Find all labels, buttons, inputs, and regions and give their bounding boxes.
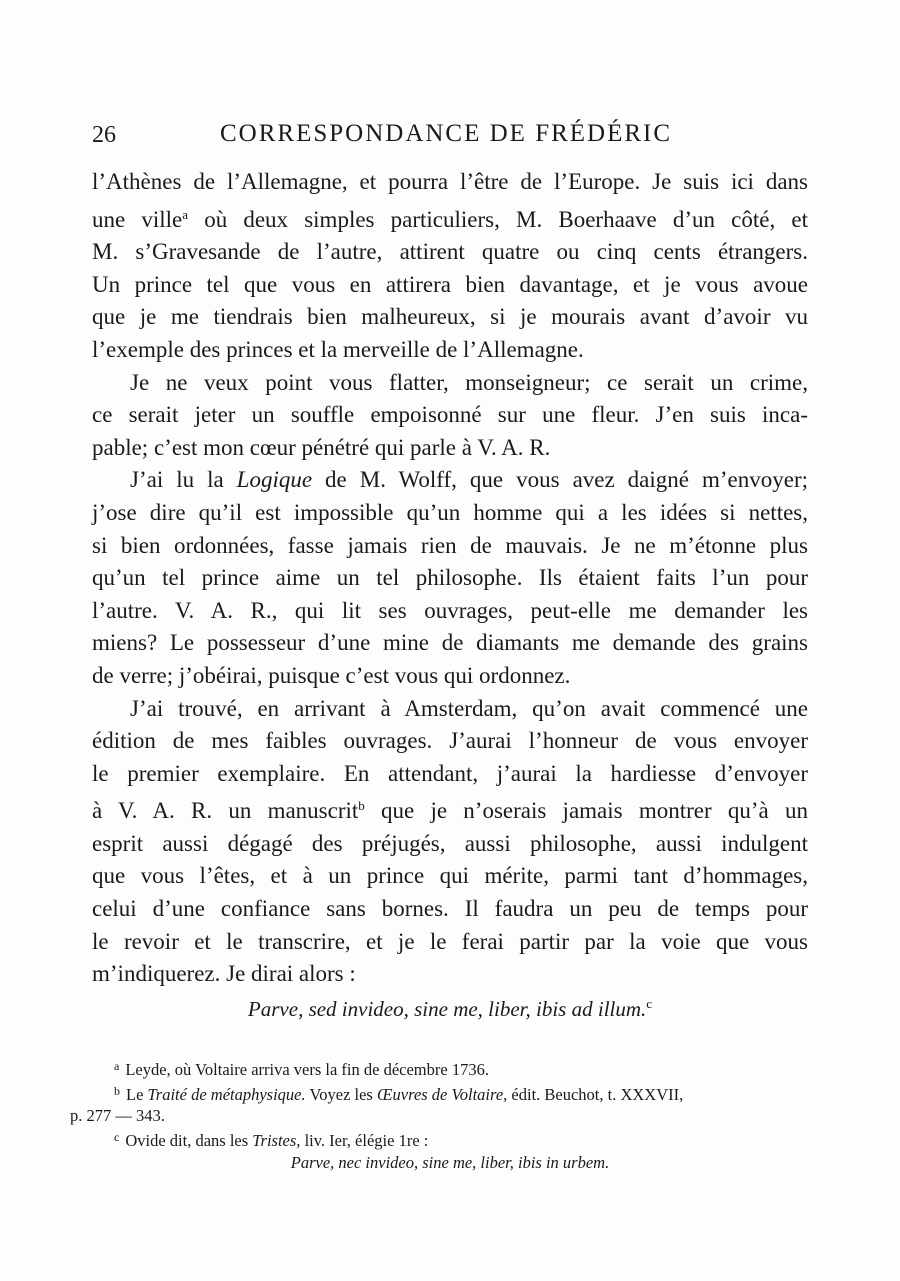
footnote-a: $^a$ Leyde, où Voltaire arriva vers la fin de décembre 1736. [114,1059,489,1079]
text-line: que je me tiendrais bien malheureux, si je mourais avant d’avoir vu [92,304,808,330]
text-line: m’indiquerez. Je dirai alors : [92,961,356,987]
text-line: qu’un tel prince aime un tel philosophe. Ils étaient faits l’un pour [92,565,808,591]
paragraph-3 [92,464,808,692]
text-line: que vous l’êtes, et à un prince qui mérite, parmi tant d’hommages, [92,863,808,889]
footnote-c-verse: Parve, nec invideo, sine me, liber, ibis in urbem. [290,1153,610,1172]
text-line: pable; c’est mon cœur pénétré qui parle à V. A. R. [92,434,551,460]
text-line: édition de mes faibles ouvrages. J’aurai l’honneur de vous envoyer [92,728,808,754]
page-number: 26 [92,122,116,148]
text-line: le revoir et le transcrire, et je le ferai partir par la voie que vous [92,928,808,954]
text-line: l’exemple des princes et la merveille de l’Allemagne. [92,336,584,362]
latin-quotation: Parve, sed invideo, sine me, liber, ibis ad illum.$^c$ [247,996,653,1021]
footnote-ref-c[interactable]: c [646,996,653,1011]
footnote-mark: c [114,1129,120,1144]
text-line: une ville$^a$ où deux simples particuliers, M. Boerhaave d’un côté, et [92,206,808,232]
footnote-ref-b[interactable]: b [358,798,365,814]
text-line: Je ne veux point vous flatter, monseigneur; ce serait un crime, [130,369,808,395]
text-line: si bien ordonnées, fasse jamais rien de mauvais. Je ne m’étonne plus [92,532,808,558]
paragraph-1 [92,166,808,367]
footnote-ref-a[interactable]: a [182,206,189,222]
footnote-mark: b [114,1083,120,1098]
running-title: CORRESPONDANCE DE FRÉDÉRIC [220,120,673,147]
text-line: esprit aussi dégagé des préjugés, aussi philosophe, aussi indulgent [92,830,808,856]
text-line: l’Athènes de l’Allemagne, et pourra l’être de l’Europe. Je suis ici dans [92,169,808,194]
text-line: J’ai trouvé, en arrivant à Amsterdam, qu’on avait commencé une [130,695,808,721]
footnote-c: $^c$ Ovide dit, dans les Tristes, liv. Ier, élégie 1re : [114,1129,429,1150]
text-line: à V. A. R. un manuscrit$^b$ que je n’oserais jamais montrer qu’à un [92,798,808,824]
work-title-logique: Logique [236,467,313,493]
page-header [92,118,808,158]
footnote-mark: a [114,1059,120,1073]
text-line: j’ose dire qu’il est impossible qu’un homme qui a les idées si nettes, [92,499,808,525]
text-line: J’ai lu la Logique de M. Wolff, que vous avez daigné m’envoyer; [130,467,808,493]
text-line: de verre; j’obéirai, puisque c’est vous qui ordonnez. [92,662,571,688]
paragraph-2 [92,367,808,465]
paragraph-4 [92,693,808,991]
text-line: Un prince tel que vous en attirera bien davantage, et je vous avoue [92,271,808,297]
text-line: ce serait jeter un souffle empoisonné sur une fleur. J’en suis inca- [92,402,808,428]
letter-body [92,166,808,991]
footnote-b: $^b$ Le Traité de métaphysique. Voyez les Œuvres de Voltaire, édit. Beuchot, t. XXXVII, p. 277 — 343. [70,1083,684,1125]
text-line: le premier exemplaire. En attendant, j’aurai la hardiesse d’envoyer [92,760,808,786]
text-line: M. s’Gravesande de l’autre, attirent quatre ou cinq cents étrangers. [92,239,808,265]
text-line: l’autre. V. A. R., qui lit ses ouvrages, peut-elle me demander les [92,597,808,623]
text-line: miens? Le possesseur d’une mine de diamants me demande des grains [92,630,808,656]
text-line: celui d’une confiance sans bornes. Il faudra un peu de temps pour [92,896,808,922]
footnotes [70,1056,808,1174]
